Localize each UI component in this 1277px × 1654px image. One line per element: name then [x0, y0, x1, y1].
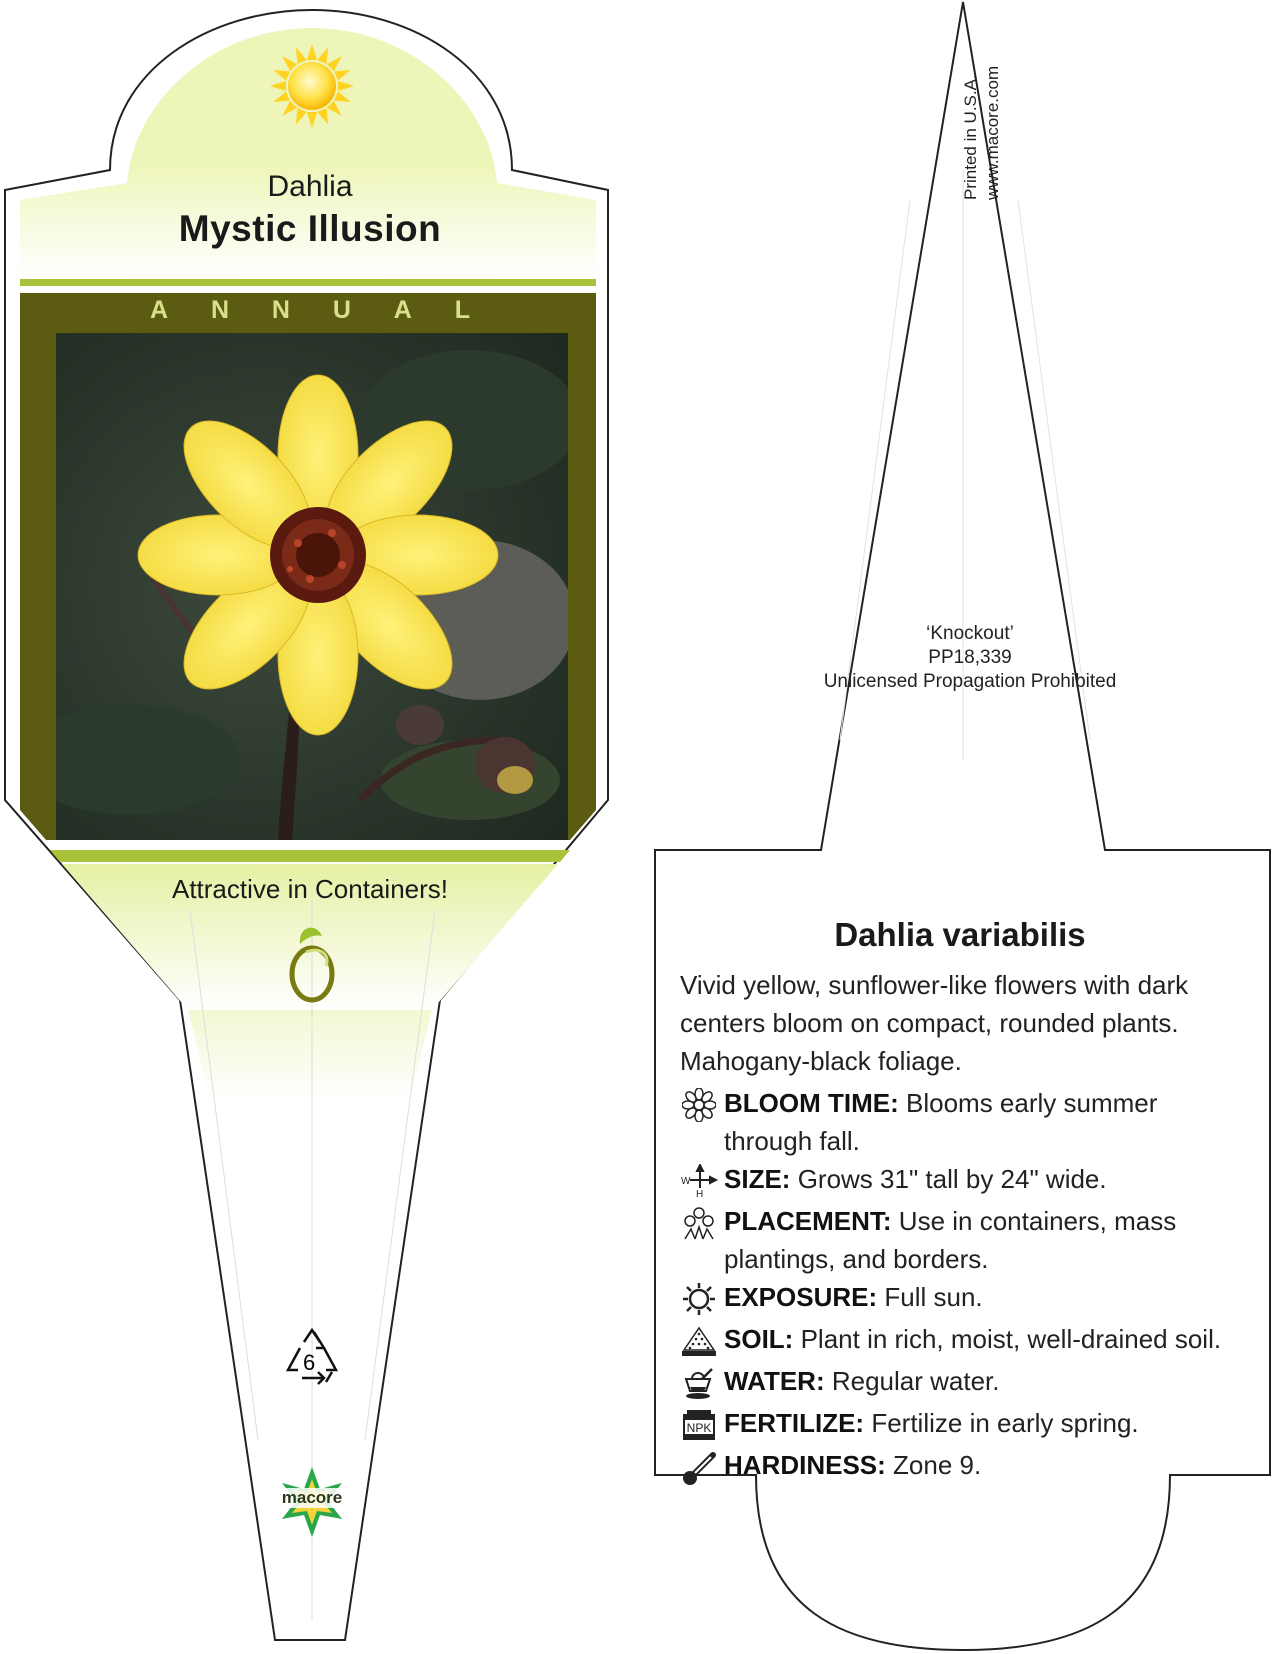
care-bloom-time: BLOOM TIME: Blooms early summer through fall. [680, 1084, 1250, 1160]
variety-name: ‘Knockout’ [926, 623, 1014, 644]
size-arrows-icon [680, 1164, 718, 1198]
propagation-notice: Unlicensed Propagation Prohibited [823, 671, 1117, 692]
npk-icon [680, 1408, 718, 1442]
care-fertilize: NPK FERTILIZE: Fertilize in early spring. [680, 1404, 1250, 1446]
thermometer-icon [680, 1450, 718, 1484]
patent-block [760, 622, 1180, 694]
cultivar-name: Mystic Illusion [178, 208, 442, 249]
description: Vivid yellow, sunflower-like flowers with dark centers bloom on compact, rounded plants. Mahogany-black foliage. [680, 970, 1189, 1076]
botanical-name: Dahlia variabilis [834, 916, 1086, 953]
svg-text:NPK: NPK [686, 1421, 712, 1435]
common-name: Dahlia [267, 170, 353, 203]
svg-text:W: W [681, 1176, 691, 1187]
placement-icon [680, 1206, 718, 1240]
sun-outline-icon [680, 1282, 718, 1316]
tagline: Attractive in Containers! [171, 874, 448, 904]
watering-can-icon [680, 1366, 718, 1400]
care-soil: SOIL: Plant in rich, moist, well-drained soil. [680, 1320, 1250, 1362]
sun-icon [270, 44, 354, 128]
category-letter: U [332, 296, 351, 324]
care-placement: PLACEMENT: Use in containers, mass plantings, and borders. [680, 1202, 1250, 1278]
category-letter: L [454, 296, 470, 324]
care-hardiness: HARDINESS: Zone 9. [680, 1446, 1250, 1488]
care-size: W H SIZE: Grows 31" tall by 24" wide. [681, 1164, 1107, 1198]
category-label [150, 296, 470, 325]
brand-name: macore [272, 1488, 352, 1508]
care-list [680, 1084, 1250, 1488]
category-letter: N [210, 296, 229, 324]
recycle-number: 6 [303, 1350, 316, 1375]
patent-number: PP18,339 [928, 647, 1012, 668]
category-letter: N [271, 296, 290, 324]
care-exposure: EXPOSURE: Full sun. [680, 1278, 1250, 1320]
soil-icon [680, 1324, 718, 1358]
svg-text:H: H [696, 1189, 704, 1198]
category-letter: A [150, 296, 169, 324]
printed-notice: Printed in U.S.A. www.macore.com [961, 65, 1002, 200]
care-water: WATER: Regular water. [680, 1362, 1250, 1404]
flower-icon [680, 1088, 718, 1122]
category-letter: A [393, 296, 412, 324]
flower-photo [20, 333, 580, 840]
